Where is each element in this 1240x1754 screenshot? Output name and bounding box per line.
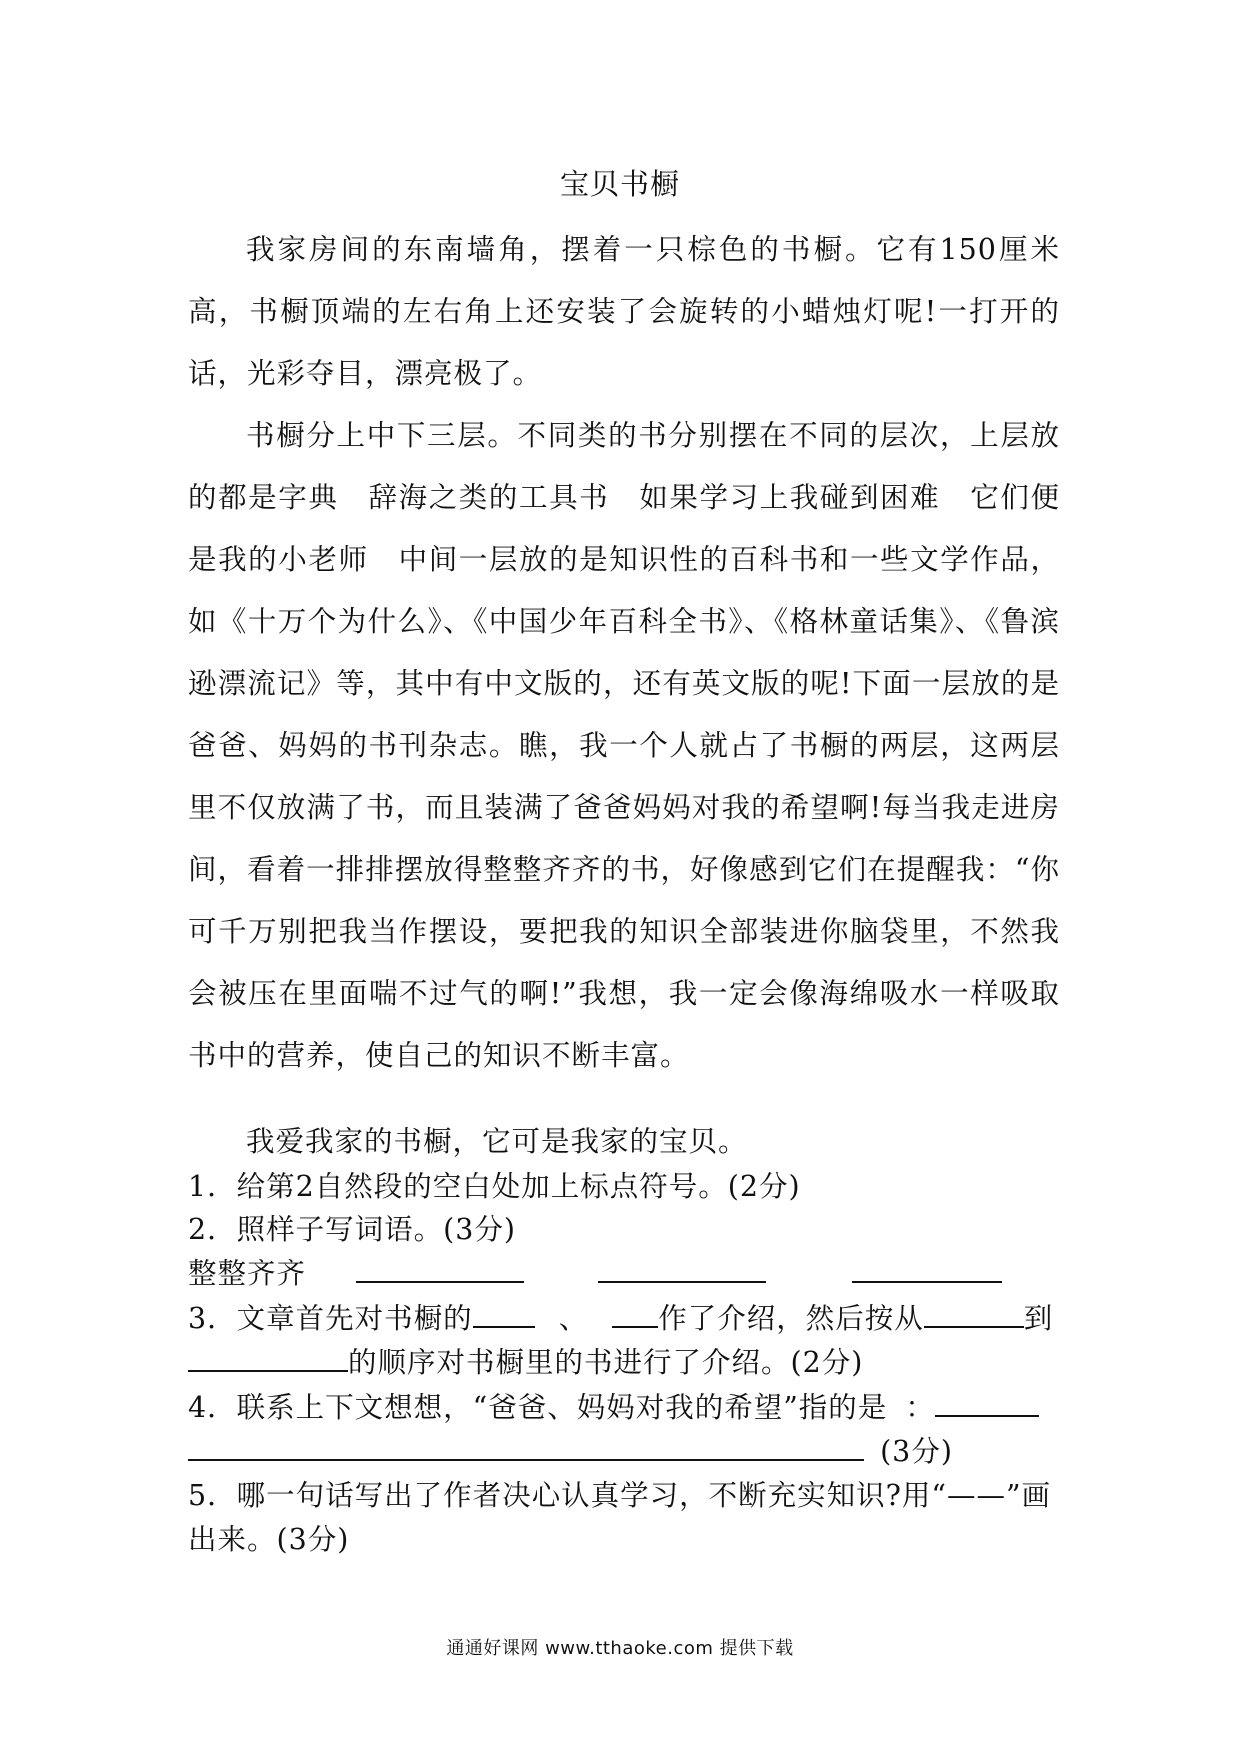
article-title: 宝贝书橱 — [559, 167, 680, 201]
question-5-line-1: 5．哪一句话写出了作者决心认真学习，不断充实知识?用“——”画 — [188, 1479, 1052, 1512]
answer-blank[interactable] — [356, 1280, 524, 1283]
page-footer: 通通好课网 www.tthaoke.com 提供下载 — [446, 1638, 794, 1659]
question-4-score: (3分) — [880, 1435, 953, 1468]
answer-blank[interactable] — [188, 1369, 348, 1372]
question-4-colon: ： — [905, 1391, 935, 1424]
answer-blank[interactable] — [598, 1280, 766, 1283]
answer-blank[interactable] — [188, 1458, 864, 1461]
question-2-answer-row — [188, 1251, 1068, 1292]
question-3-text: 3．文章首先对书橱的 — [188, 1302, 473, 1335]
question-2-example: 整整齐齐 — [188, 1257, 307, 1290]
answer-blank[interactable] — [935, 1414, 1039, 1417]
answer-blank[interactable] — [852, 1280, 1002, 1283]
paragraph-2: 书橱分上中下三层。不同类的书分别摆在不同的层次，上层放的都是字典 辞海之类的工具书 如果学习上我碰到困难 它们便是我的小老师 中间一层放的是知识性的百科书和一些文学作品，如《十万个为什么》、《中国少年百科全书》、《格林童话集》、《鲁滨逊漂流记》等，其中有中文版的，还有英文版的呢!下面一层放的是爸爸、妈妈的书刊杂志。瞧，我一个人就占了书橱的两层，这两层里不仅放满了书，而且装满了爸爸妈妈对我的希望啊!每当我走进房间，看着一排排摆放得整整齐齐的书，好像感到它们在提醒我：“你可千万别把我当作摆设，要把我的知识全部装进你脑袋里，不然我会被压在里面喘不过气的啊!”我想，我一定会像海绵吸水一样吸取书中的营养，使自己的知识不断丰富。 — [188, 419, 1060, 1072]
question-3-text: 作了介绍，然后按从 — [658, 1302, 924, 1335]
paragraph-3: 我爱我家的书橱，它可是我家的宝贝。 — [246, 1125, 748, 1158]
question-4-line-1 — [188, 1385, 1068, 1426]
question-5-line-2: 出来。(3分) — [188, 1523, 350, 1556]
question-3-line-2 — [188, 1340, 1068, 1381]
separator-text: 、 — [558, 1302, 589, 1335]
question-3-line-1 — [188, 1296, 1068, 1337]
question-4-text: 4．联系上下文想想，“爸爸、妈妈对我的希望”指的是 — [188, 1391, 888, 1424]
question-4-line-2 — [188, 1429, 1068, 1470]
answer-blank[interactable] — [924, 1325, 1024, 1328]
question-3-text: 的顺序对书橱里的书进行了介绍。(2分) — [348, 1346, 864, 1379]
question-3-text: 到 — [1023, 1302, 1054, 1335]
answer-blank[interactable] — [473, 1325, 535, 1328]
question-2: 2．照样子写词语。(3分) — [188, 1213, 517, 1246]
answer-blank[interactable] — [612, 1325, 658, 1328]
question-1: 1．给第2自然段的空白处加上标点符号。(2分) — [188, 1170, 801, 1203]
paragraph-1: 我家房间的东南墙角，摆着一只棕色的书橱。它有150厘米高，书橱顶端的左右角上还安装了会旋转的小蜡烛灯呢!一打开的话，光彩夺目，漂亮极了。 — [188, 233, 1060, 390]
